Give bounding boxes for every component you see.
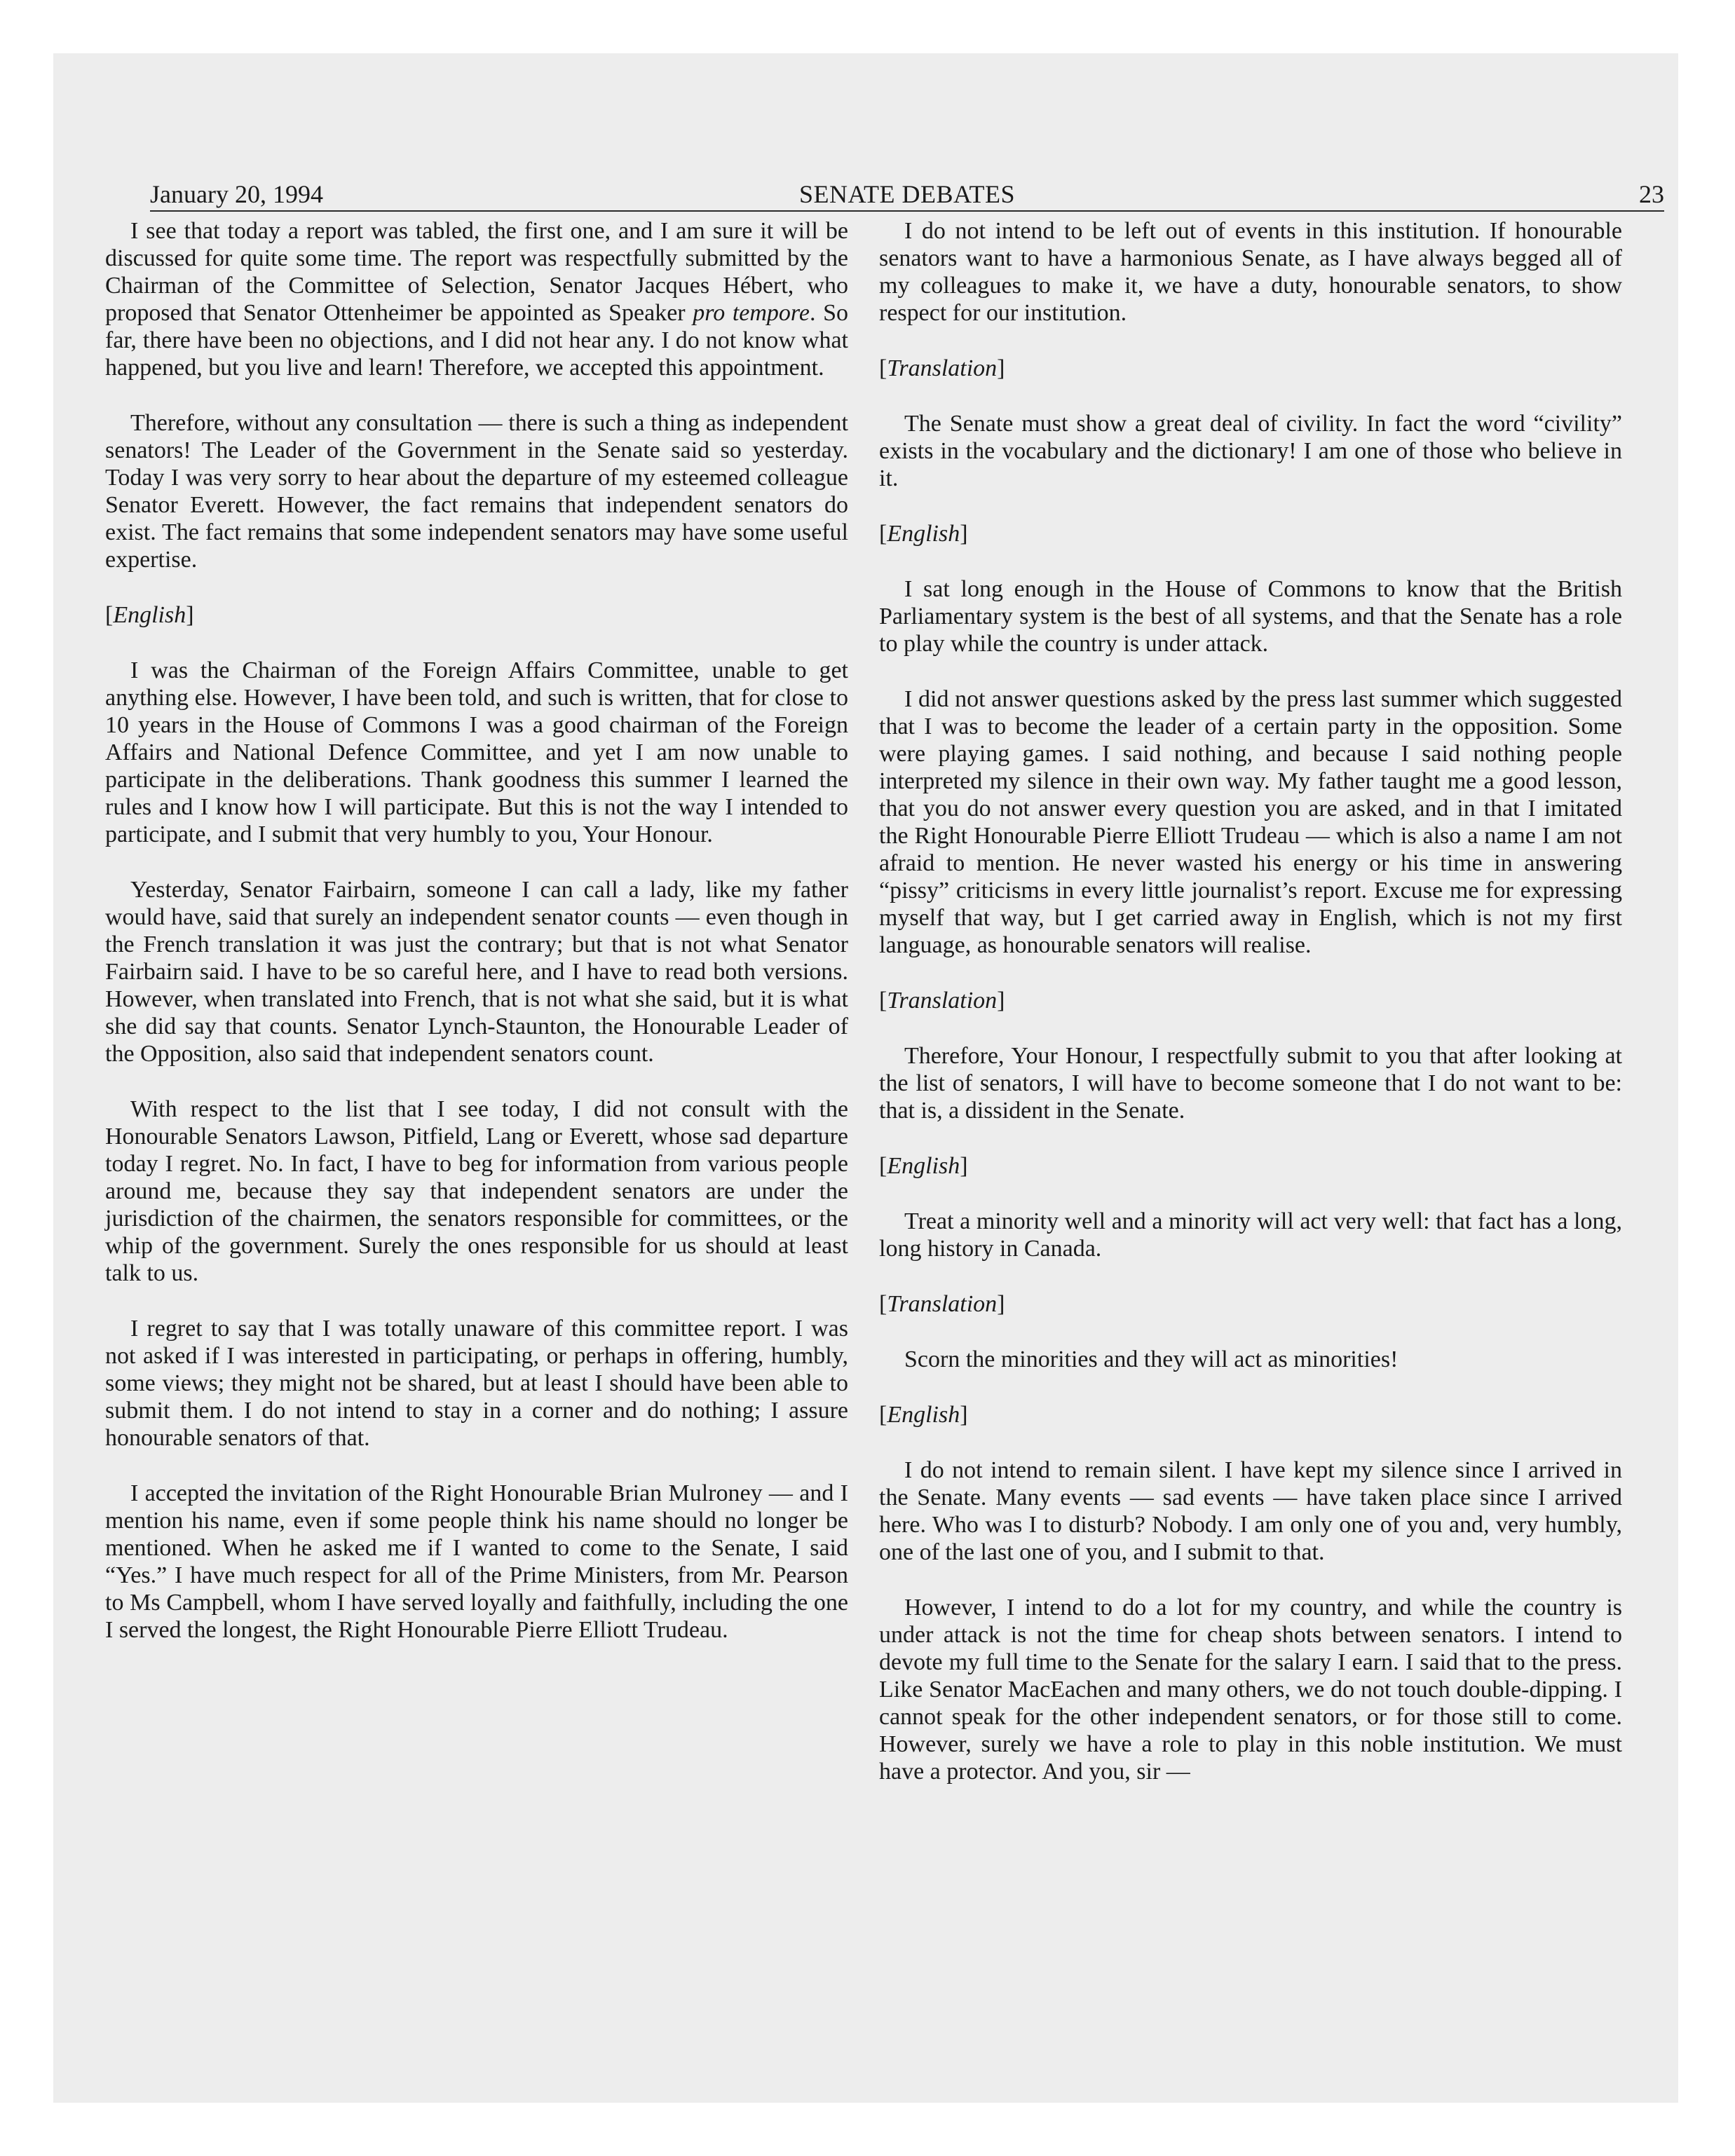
language-tag: [English] bbox=[879, 521, 968, 547]
page-number: 23 bbox=[1639, 180, 1664, 208]
paragraph: However, I intend to do a lot for my country, and while the country is under attack is not the time for cheap shots between senators. I intend to devote my full time to the Senate for the salary I earn. I said that to the press. Like Senator MacEachen and many others, we do not touch double-dipping. I cannot speak for the other independent senators, or for those still to come. However, surely we have a role to play in this noble institution. We must have a protector. And you, sir — bbox=[879, 1595, 1622, 1785]
right-column bbox=[879, 217, 1622, 1813]
paragraph: Scorn the minorities and they will act as minorities! bbox=[904, 1346, 1399, 1372]
paragraph: Therefore, without any consultation — there is such a thing as independent senators! The Leader of the Government in the Senate said so yesterday. Today I was very sorry to hear about the departure of my esteemed colleague Senator Everett. However, the fact remains that independent senators do exist. The fact remains that some independent senators may have some useful expertise. bbox=[105, 410, 848, 573]
paragraph: I do not intend to be left out of events in this institution. If honourable senators want to have a harmonious Senate, as I have always begged all of my colleagues to make it, we have a duty, honourable senators, to show respect for our institution. bbox=[879, 218, 1622, 326]
paragraph: The Senate must show a great deal of civility. In fact the word “civility” exists in the vocabulary and the dictionary! I am one of those who believe in it. bbox=[879, 411, 1622, 491]
language-tag: [English] bbox=[879, 1153, 968, 1179]
language-tag: [English] bbox=[879, 1402, 968, 1428]
left-column bbox=[105, 217, 848, 1672]
header-date: January 20, 1994 bbox=[150, 180, 323, 208]
paragraph: I did not answer questions asked by the press last summer which suggested that I was to become the leader of a certain party in the opposition. Some were playing games. I said nothing, and because I said nothing people interpreted my silence in their own way. My father taught me a good lesson, that you do not answer every question you are asked, and in that I imitated the Right Honourable Pierre Elliott Trudeau — which is also a name I am not afraid to mention. He never wasted his energy or his time in answering “pissy” criticisms in every little journalist’s report. Excuse me for expressing myself that way, but I get carried away in English, which is not my first language, as honourable senators will realise. bbox=[879, 686, 1622, 958]
paragraph: Treat a minority well and a minority will act very well: that fact has a long, long history in Canada. bbox=[879, 1208, 1622, 1262]
paragraph: I was the Chairman of the Foreign Affairs Committee, unable to get anything else. However, I have been told, and such is written, that for close to 10 years in the House of Commons I was a good chairman of the Foreign Affairs and National Defence Committee, and yet I am now unable to participate in the deliberations. Thank goodness this summer I learned the rules and I know how I will participate. But this is not the way I intended to participate, and I submit that very humbly to you, Your Honour. bbox=[105, 657, 848, 847]
paragraph: I see that today a report was tabled, the first one, and I am sure it will be discussed for quite some time. The report was respectfully submitted by the Chairman of the Committee of Selection, Senator Jacques Hébert, who proposed that Senator Ottenheimer be appointed as Speaker pro tempore. So far, there have been no objections, and I did not hear any. I do not know what happened, but you live and learn! Therefore, we accepted this appointment. bbox=[105, 218, 848, 381]
language-tag: [English] bbox=[105, 602, 194, 628]
paragraph: Yesterday, Senator Fairbairn, someone I can call a lady, like my father would have, said that surely an independent senator counts — even though in the French translation it was just the contrary; but that is not what Senator Fairbairn said. I have to be so careful here, and I have to read both versions. However, when translated into French, that is not what she said, but it is what she did say that counts. Senator Lynch-Staunton, the Honourable Leader of the Opposition, also said that independent senators count. bbox=[105, 877, 848, 1067]
paragraph: I do not intend to remain silent. I have kept my silence since I arrived in the Senate. Many events — sad events — have taken place since I arrived here. Who was I to disturb? Nobody. I am only one of you and, very humbly, one of the last one of you, and I submit to that. bbox=[879, 1457, 1622, 1565]
paragraph: I sat long enough in the House of Commons to know that the British Parliamentary system is the best of all systems, and that the Senate has a role to play while the country is under attack. bbox=[879, 576, 1622, 657]
language-tag: [Translation] bbox=[879, 1291, 1005, 1317]
header-title: SENATE DEBATES bbox=[798, 180, 1015, 208]
language-tag: [Translation] bbox=[879, 988, 1005, 1014]
paragraph: I regret to say that I was totally unaware of this committee report. I was not asked if I was interested in participating, or perhaps in offering, humbly, some views; they might not be shared, but at least I should have been able to submit them. I do not intend to stay in a corner and do nothing; I assure honourable senators of that. bbox=[105, 1316, 848, 1451]
page-header bbox=[150, 178, 1664, 212]
paragraph: I accepted the invitation of the Right Honourable Brian Mulroney — and I mention his name, even if some people think his name should no longer be mentioned. When he asked me if I wanted to come to the Senate, I said “Yes.” I have much respect for all of the Prime Ministers, from Mr. Pearson to Ms Campbell, whom I have served loyally and faithfully, including the one I served the longest, the Right Honourable Pierre Elliott Trudeau. bbox=[105, 1480, 848, 1643]
language-tag: [Translation] bbox=[879, 355, 1005, 381]
paragraph: With respect to the list that I see today, I did not consult with the Honourable Senators Lawson, Pitfield, Lang or Everett, whose sad departure today I regret. No. In fact, I have to beg for information from various people around me, because they say that independent senators are under the jurisdiction of the chairmen, the senators responsible for committees, or the whip of the government. Surely the ones responsible for us should at least talk to us. bbox=[105, 1096, 848, 1286]
paragraph: Therefore, Your Honour, I respectfully submit to you that after looking at the list of senators, I will have to become someone that I do not want to be: that is, a dissident in the Senate. bbox=[879, 1043, 1622, 1124]
